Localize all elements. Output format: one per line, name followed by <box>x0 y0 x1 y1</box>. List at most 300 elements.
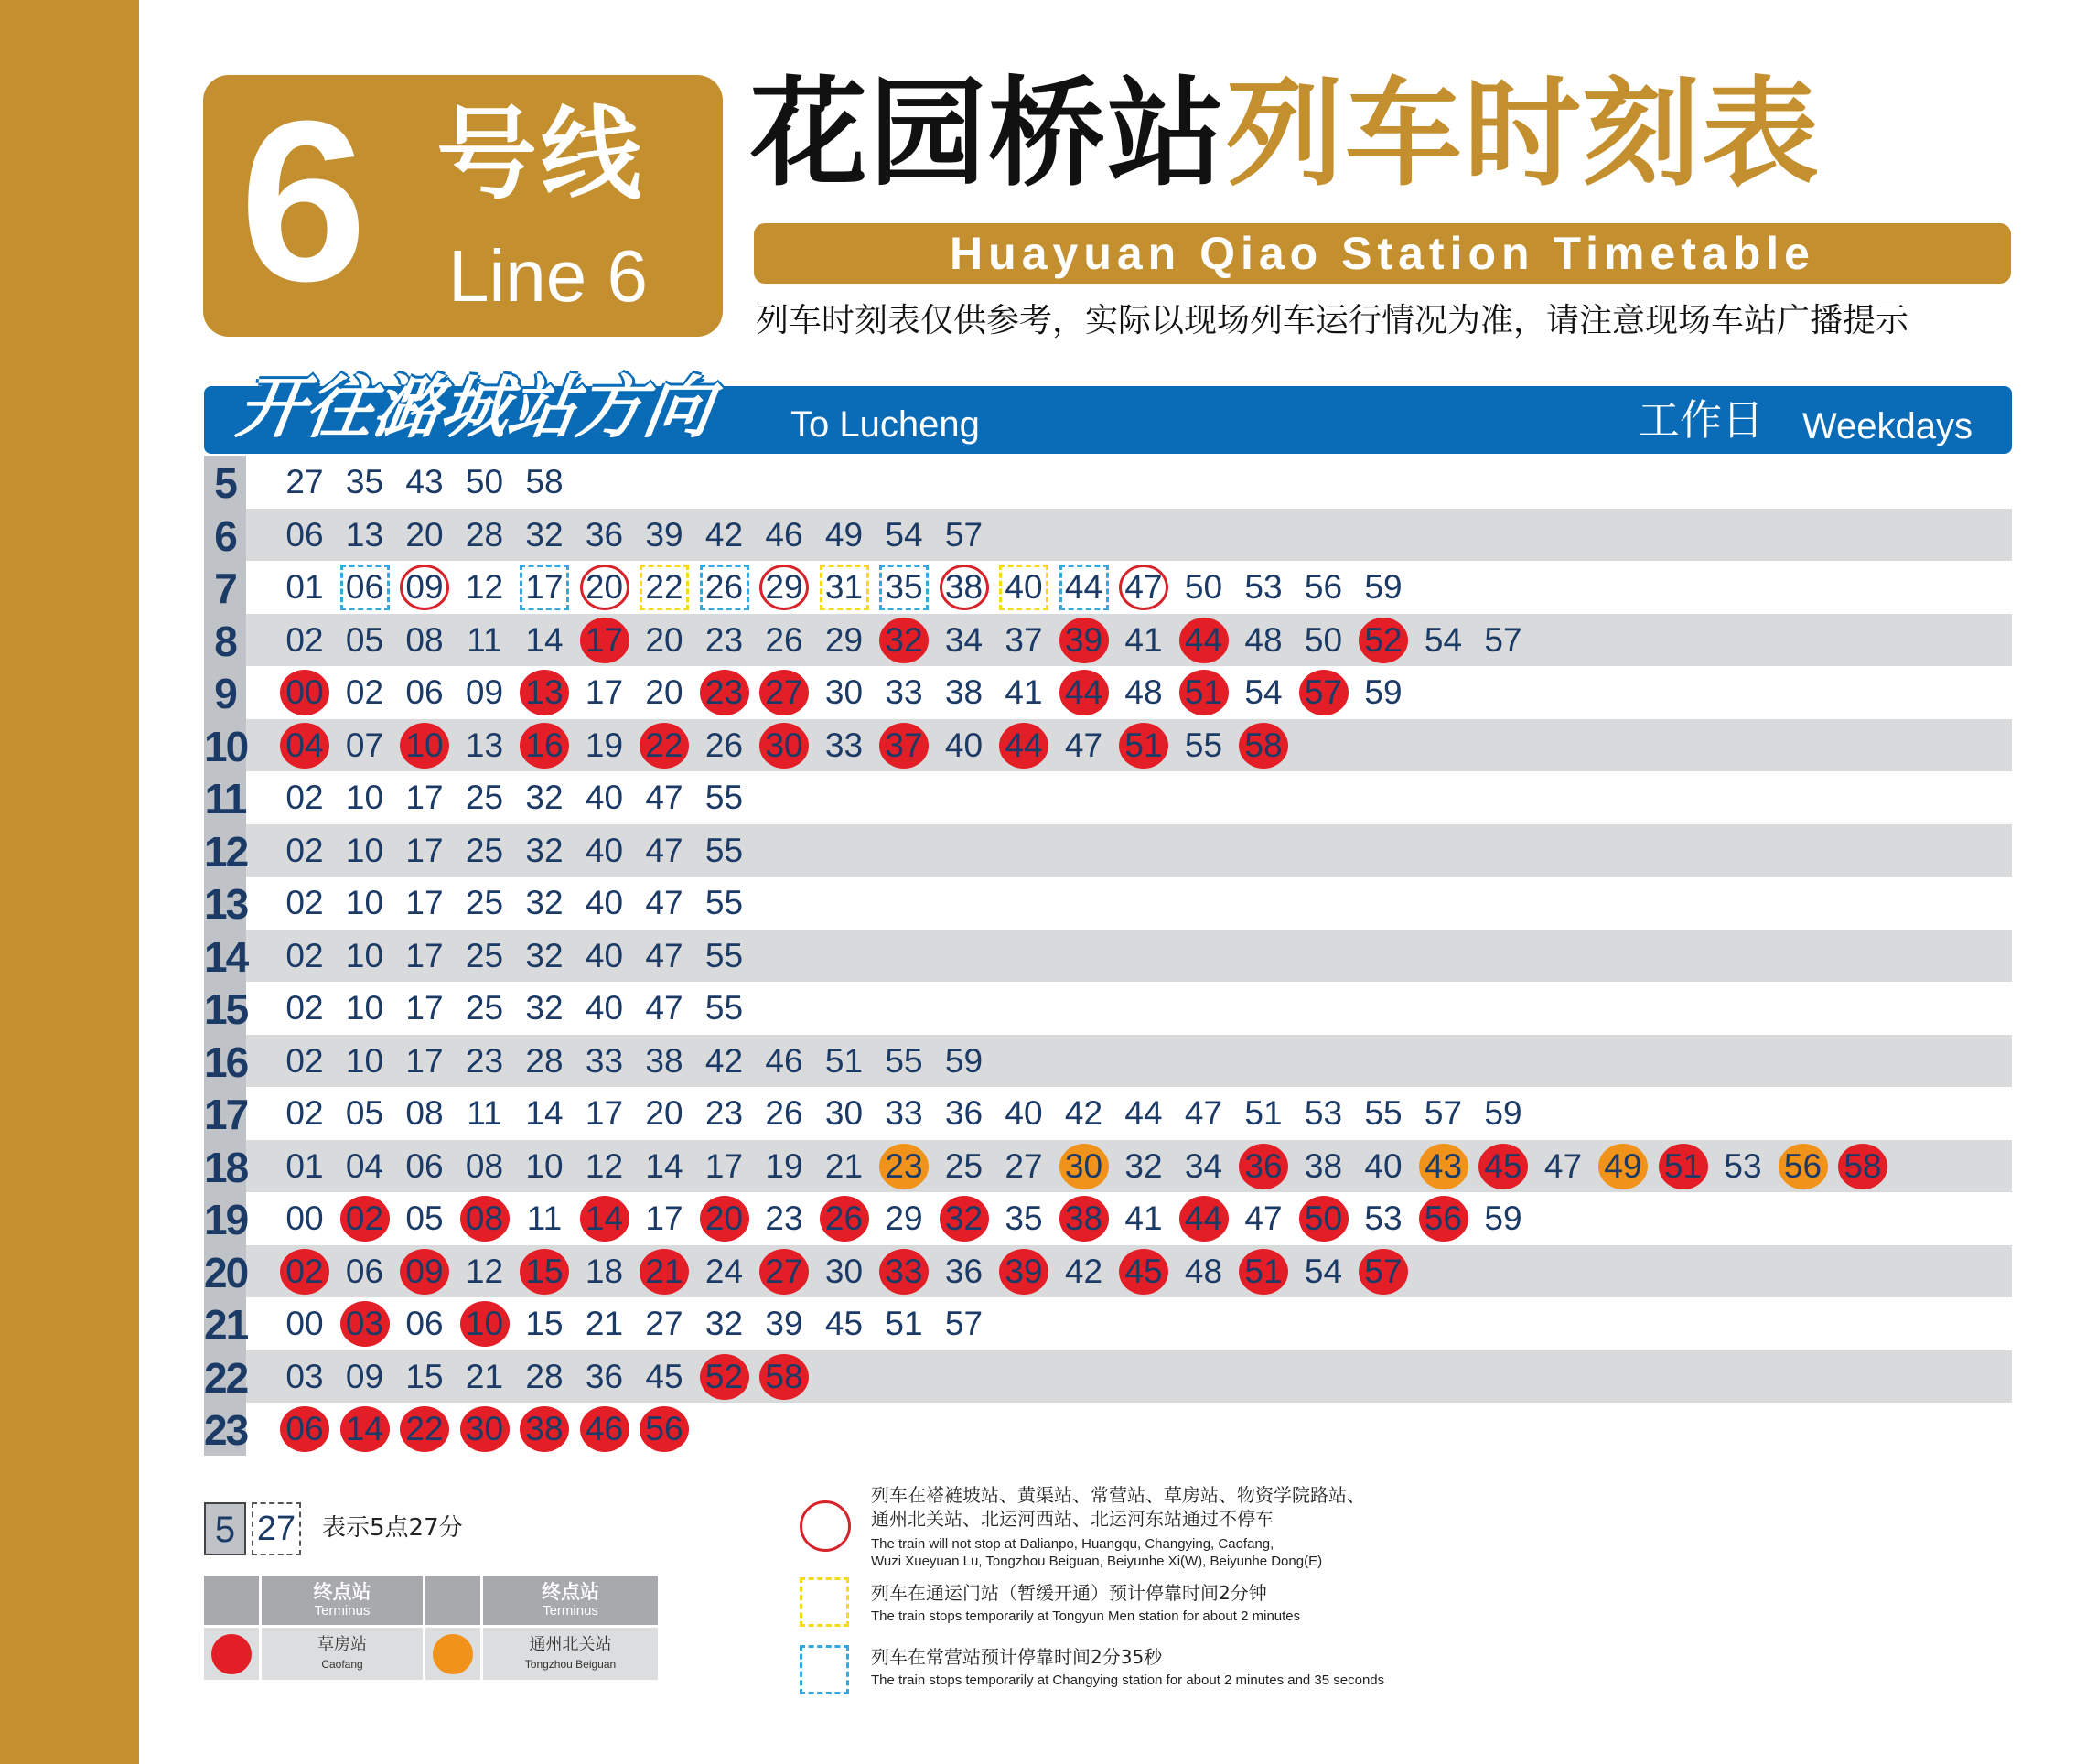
departure-minute: 08 <box>405 1094 444 1132</box>
terminus-header-blank <box>425 1576 480 1625</box>
departure-minute-bbox: 35 <box>879 565 929 610</box>
departure-minute: 41 <box>1124 620 1163 659</box>
departure-minute: 08 <box>465 1146 504 1185</box>
departure-minute: 02 <box>285 936 324 974</box>
departure-minute: 21 <box>465 1357 504 1395</box>
tongyun-men-cn: 列车在通运门站（暂缓开通）预计停靠时间2分钟 <box>871 1582 1267 1604</box>
departure-minute: 11 <box>467 620 502 659</box>
departure-minute: 10 <box>345 1041 384 1080</box>
legend-example-hour: 5 <box>204 1502 246 1555</box>
departure-minute-red: 52 <box>1359 618 1408 663</box>
departure-minute: 40 <box>585 779 624 816</box>
hour-label: 12 <box>204 824 246 877</box>
departure-minute: 21 <box>585 1305 624 1342</box>
title-en: Huayuan Qiao Station Timetable <box>754 223 2011 284</box>
departure-minute: 53 <box>1304 1094 1343 1132</box>
departure-minute-red: 45 <box>1119 1249 1168 1295</box>
departure-minute: 03 <box>285 1357 324 1395</box>
departure-minute-red: 56 <box>1419 1196 1468 1242</box>
departure-minute: 53 <box>1364 1199 1403 1237</box>
departure-minute: 56 <box>1304 568 1343 606</box>
departure-minute: 53 <box>1724 1146 1762 1185</box>
departure-minute: 50 <box>465 463 504 500</box>
legend-example-text: 表示5点27分 <box>322 1514 463 1542</box>
hour-label: 18 <box>204 1140 246 1193</box>
departure-minute: 27 <box>285 463 324 500</box>
departure-minute: 11 <box>526 1199 563 1237</box>
timetable-row <box>204 719 2012 772</box>
caofang-cell <box>262 1628 423 1680</box>
hour-label: 9 <box>204 666 246 719</box>
hour-label: 21 <box>204 1297 246 1350</box>
departure-minute: 38 <box>1304 1146 1343 1185</box>
departure-minute: 23 <box>704 1094 744 1132</box>
departure-minute: 02 <box>285 620 324 659</box>
departure-minute: 09 <box>345 1357 384 1395</box>
departure-minute: 02 <box>285 1041 324 1080</box>
caofang-dot-cell <box>204 1628 259 1680</box>
departure-minute: 13 <box>345 515 384 554</box>
departure-minute-circle: 20 <box>580 565 629 610</box>
departure-minute: 59 <box>1364 673 1403 711</box>
departure-minute: 05 <box>405 1199 444 1237</box>
departure-minute: 59 <box>944 1041 984 1080</box>
timetable-row <box>204 824 2012 877</box>
departure-minute-circle: 29 <box>759 565 809 610</box>
departure-minute-red: 52 <box>700 1354 749 1400</box>
timetable-row <box>204 1192 2012 1245</box>
departure-minute: 54 <box>1424 620 1463 659</box>
departure-minute: 26 <box>765 1094 803 1132</box>
skip-stop-en-2: Wuzi Xueyuan Lu, Tongzhou Beiguan, Beiyunhe Xi(W), Beiyunhe Dong(E) <box>871 1554 1323 1569</box>
terminus-header-cn: 终点站 <box>542 1581 599 1603</box>
departure-minute-bbox: 06 <box>340 565 390 610</box>
departure-minute: 20 <box>645 1094 683 1132</box>
departure-minute-ybox: 31 <box>820 565 869 610</box>
departure-minute-red: 57 <box>1299 670 1349 715</box>
departure-minute: 17 <box>405 831 444 869</box>
departure-minute: 02 <box>285 884 324 921</box>
departure-minute: 01 <box>285 568 324 606</box>
terminus-header <box>483 1576 658 1625</box>
departure-minute-bbox: 26 <box>700 565 749 610</box>
departure-minute: 10 <box>345 884 384 921</box>
departure-minute: 39 <box>645 515 683 554</box>
day-type-en: Weekdays <box>1802 406 1973 446</box>
departure-minute-red: 51 <box>1659 1144 1708 1189</box>
departure-minute: 48 <box>1124 673 1163 711</box>
departure-minute: 50 <box>1184 568 1223 606</box>
departure-minute: 59 <box>1484 1199 1522 1237</box>
departure-minute: 34 <box>1184 1146 1223 1185</box>
departure-minute-red: 26 <box>820 1196 869 1242</box>
departure-minute: 40 <box>1005 1094 1043 1132</box>
departure-minute-red: 58 <box>1239 723 1288 769</box>
departure-minute: 36 <box>944 1094 984 1132</box>
departure-minute: 13 <box>465 726 504 764</box>
departure-minute: 33 <box>585 1041 624 1080</box>
station-name-cn: 花园桥站 <box>750 66 1227 202</box>
hour-label: 11 <box>204 771 246 824</box>
tongyun-men-en: The train stops temporarily at Tongyun Men station for about 2 minutes <box>871 1608 1301 1624</box>
skip-stop-cn-1: 列车在褡裢坡站、黄渠站、常营站、草房站、物资学院路站、 <box>871 1484 1365 1506</box>
departure-minute: 19 <box>585 726 624 764</box>
departure-minute-red: 58 <box>759 1354 809 1400</box>
hour-label: 16 <box>204 1035 246 1088</box>
departure-minute: 10 <box>345 989 384 1027</box>
departure-minute: 42 <box>1064 1252 1103 1290</box>
departure-minute: 33 <box>824 726 864 764</box>
departure-minute: 10 <box>525 1146 564 1185</box>
departure-minute: 12 <box>585 1146 624 1185</box>
departure-minute-red: 27 <box>759 670 809 715</box>
departure-minute-red: 38 <box>1059 1196 1109 1242</box>
departure-minute: 17 <box>405 884 444 921</box>
skip-stop-en-1: The train will not stop at Dalianpo, Huangqu, Changying, Caofang, <box>871 1536 1274 1552</box>
timetable-row <box>204 1140 2012 1193</box>
departure-minute: 47 <box>1244 1199 1283 1237</box>
departure-minute-orange: 43 <box>1419 1144 1468 1189</box>
departure-minute: 46 <box>765 515 803 554</box>
departure-minute: 02 <box>285 831 324 869</box>
timetable-row <box>204 1087 2012 1140</box>
departure-minute: 17 <box>405 989 444 1027</box>
departure-minute: 12 <box>465 1252 504 1290</box>
departure-minute: 35 <box>345 463 384 500</box>
timetable-row <box>204 561 2012 614</box>
departure-minute-red: 27 <box>759 1249 809 1295</box>
departure-minute: 55 <box>704 831 744 869</box>
departure-minute-red: 32 <box>879 618 929 663</box>
hour-label: 7 <box>204 561 246 614</box>
departure-minute: 57 <box>944 1305 984 1342</box>
departure-minute: 57 <box>1424 1094 1463 1132</box>
departure-minute: 14 <box>525 620 564 659</box>
departure-minute: 51 <box>1244 1094 1283 1132</box>
departure-minute-red: 30 <box>460 1406 510 1452</box>
departure-minute: 24 <box>704 1252 744 1290</box>
departure-minute-red: 58 <box>1838 1144 1887 1189</box>
caofang-en: Caofang <box>321 1658 363 1671</box>
departure-minute: 25 <box>465 936 504 974</box>
departure-minute: 23 <box>704 620 744 659</box>
departure-minute: 17 <box>405 779 444 816</box>
departure-minute: 19 <box>765 1146 803 1185</box>
departure-minute: 09 <box>465 673 504 711</box>
timetable-row <box>204 456 2012 509</box>
departure-minute: 42 <box>704 515 744 554</box>
departure-minute-red: 44 <box>1179 618 1229 663</box>
departure-minute: 27 <box>1005 1146 1043 1185</box>
line-number: 6 <box>240 73 368 328</box>
line-label-cn: 号线 <box>436 96 645 213</box>
departure-minute: 14 <box>645 1146 683 1185</box>
departure-minute: 40 <box>585 831 624 869</box>
left-accent-bar <box>0 0 139 1764</box>
departure-minute: 42 <box>1064 1094 1103 1132</box>
departure-minute: 06 <box>405 673 444 711</box>
departure-minute-red: 33 <box>879 1249 929 1295</box>
hour-label: 14 <box>204 930 246 983</box>
departure-minute: 36 <box>585 515 624 554</box>
departure-minute: 39 <box>765 1305 803 1342</box>
departure-minute-red: 22 <box>400 1406 449 1452</box>
departure-minute: 57 <box>944 515 984 554</box>
timetable-row <box>204 1035 2012 1088</box>
departure-minute-red: 21 <box>640 1249 689 1295</box>
departure-minute: 47 <box>645 936 683 974</box>
departure-minute: 53 <box>1244 568 1283 606</box>
line-badge <box>203 75 723 337</box>
departure-minute: 37 <box>1005 620 1043 659</box>
departure-minute-red: 39 <box>1059 618 1109 663</box>
terminus-header-blank <box>204 1576 259 1625</box>
departure-minute: 18 <box>585 1252 624 1290</box>
terminus-header-en: Terminus <box>314 1603 371 1619</box>
departure-minute: 05 <box>345 620 384 659</box>
departure-minute-red: 03 <box>340 1301 390 1347</box>
departure-minute: 47 <box>1184 1094 1223 1132</box>
departure-minute-orange: 56 <box>1779 1144 1828 1189</box>
departure-minute: 47 <box>1064 726 1103 764</box>
departure-minute-ybox: 40 <box>999 565 1048 610</box>
timetable-row <box>204 982 2012 1035</box>
departure-minute: 54 <box>1244 673 1283 711</box>
departure-minute-red: 57 <box>1359 1249 1408 1295</box>
departure-minute: 25 <box>465 989 504 1027</box>
hour-label: 5 <box>204 456 246 509</box>
departure-minute-ybox: 22 <box>640 565 689 610</box>
departure-minute: 04 <box>345 1146 384 1185</box>
departure-minute: 55 <box>704 884 744 921</box>
departure-minute: 02 <box>285 989 324 1027</box>
hour-label: 20 <box>204 1245 246 1298</box>
departure-minute-red: 36 <box>1239 1144 1288 1189</box>
skip-stop-circle-icon <box>800 1500 851 1552</box>
departure-minute: 40 <box>944 726 984 764</box>
departure-minute-red: 44 <box>999 723 1048 769</box>
departure-minute: 32 <box>1124 1146 1163 1185</box>
departure-minute: 00 <box>285 1199 324 1237</box>
departure-minute-red: 51 <box>1179 670 1229 715</box>
tongzhou-en: Tongzhou Beiguan <box>524 1658 617 1671</box>
departure-minute: 08 <box>405 620 444 659</box>
departure-minute: 02 <box>285 779 324 816</box>
departure-minute-red: 06 <box>280 1406 329 1452</box>
departure-minute: 28 <box>525 1357 564 1395</box>
departure-minute: 32 <box>525 884 564 921</box>
departure-minute: 47 <box>645 884 683 921</box>
timetable-row <box>204 1297 2012 1350</box>
departure-minute: 29 <box>824 620 864 659</box>
caofang-cn: 草房站 <box>317 1635 367 1654</box>
departure-minute-red: 00 <box>280 670 329 715</box>
departure-minute: 30 <box>824 1252 864 1290</box>
departure-minute: 25 <box>944 1146 984 1185</box>
hour-label: 23 <box>204 1403 246 1456</box>
departure-minute: 36 <box>944 1252 984 1290</box>
departure-minute: 40 <box>585 884 624 921</box>
departure-minute: 20 <box>645 673 683 711</box>
departure-minute-red: 09 <box>400 1249 449 1295</box>
timetable-row <box>204 1350 2012 1404</box>
departure-minute: 17 <box>704 1146 744 1185</box>
departure-minute: 41 <box>1005 673 1043 711</box>
departure-minute-red: 30 <box>759 723 809 769</box>
departure-minute: 32 <box>525 515 564 554</box>
departure-minute: 45 <box>645 1357 683 1395</box>
timetable-row <box>204 614 2012 667</box>
departure-minute: 30 <box>824 1094 864 1132</box>
departure-minute: 12 <box>465 568 504 606</box>
departure-minute: 41 <box>1124 1199 1163 1237</box>
timetable-row <box>204 877 2012 930</box>
page-title <box>750 66 1821 203</box>
departure-minute: 02 <box>345 673 384 711</box>
departure-minute: 17 <box>645 1199 683 1237</box>
departure-minute-red: 51 <box>1239 1249 1288 1295</box>
departure-minute-red: 17 <box>580 618 629 663</box>
departure-minute-red: 10 <box>460 1301 510 1347</box>
departure-minute: 40 <box>1364 1146 1403 1185</box>
departure-minute: 30 <box>824 673 864 711</box>
hour-label: 17 <box>204 1087 246 1140</box>
departure-minute: 36 <box>585 1357 624 1395</box>
departure-minute-red: 13 <box>520 670 569 715</box>
departure-minute-red: 32 <box>940 1196 989 1242</box>
direction-en: To Lucheng <box>790 404 980 445</box>
departure-minute: 42 <box>704 1041 744 1080</box>
departure-minute-red: 14 <box>580 1196 629 1242</box>
departure-minute: 54 <box>1304 1252 1343 1290</box>
departure-minute: 33 <box>885 673 923 711</box>
departure-minute-red: 37 <box>879 723 929 769</box>
departure-minute: 02 <box>285 1094 324 1132</box>
departure-minute: 10 <box>345 936 384 974</box>
departure-minute-red: 02 <box>280 1249 329 1295</box>
hour-label: 22 <box>204 1350 246 1404</box>
departure-minute: 06 <box>405 1146 444 1185</box>
skip-stop-cn-2: 通州北关站、北运河西站、北运河东站通过不停车 <box>871 1508 1274 1530</box>
departure-minute-red: 04 <box>280 723 329 769</box>
departure-minute-red: 14 <box>340 1406 390 1452</box>
departure-minute: 55 <box>704 989 744 1027</box>
departure-minute-red: 46 <box>580 1406 629 1452</box>
departure-minute: 28 <box>465 515 504 554</box>
timetable-row <box>204 509 2012 562</box>
departure-minute-red: 08 <box>460 1196 510 1242</box>
hour-label: 6 <box>204 509 246 562</box>
departure-minute: 43 <box>405 463 444 500</box>
departure-minute: 23 <box>465 1041 504 1080</box>
tongyun-men-box-icon <box>800 1577 849 1627</box>
departure-minute: 58 <box>525 463 564 500</box>
departure-minute: 15 <box>525 1305 564 1342</box>
timetable-row <box>204 666 2012 719</box>
departure-minute: 33 <box>885 1094 923 1132</box>
notice-text: 列车时刻表仅供参考，实际以现场列车运行情况为准，请注意现场车站广播提示 <box>756 302 1909 339</box>
departure-minute-bbox: 17 <box>520 565 569 610</box>
departure-minute: 10 <box>345 831 384 869</box>
departure-minute-red: 39 <box>999 1249 1048 1295</box>
departure-minute: 21 <box>824 1146 864 1185</box>
departure-minute: 51 <box>824 1041 864 1080</box>
departure-minute-red: 20 <box>700 1196 749 1242</box>
departure-minute: 48 <box>1184 1252 1223 1290</box>
day-type-cn: 工作日 <box>1638 395 1764 445</box>
terminus-legend <box>204 1576 658 1680</box>
departure-minute: 55 <box>1364 1094 1403 1132</box>
departure-minute: 47 <box>1543 1146 1583 1185</box>
timetable-grid <box>204 456 2012 1456</box>
timetable-row <box>204 1245 2012 1298</box>
departure-minute: 55 <box>1184 726 1223 764</box>
departure-minute: 40 <box>585 989 624 1027</box>
departure-minute: 57 <box>1484 620 1522 659</box>
departure-minute: 01 <box>285 1146 324 1185</box>
direction-cn: 开往潞城站方向 <box>231 369 718 447</box>
departure-minute: 10 <box>345 779 384 816</box>
departure-minute-red: 15 <box>520 1249 569 1295</box>
departure-minute-bbox: 44 <box>1059 565 1109 610</box>
legend-example-minute: 27 <box>252 1502 301 1555</box>
departure-minute: 29 <box>885 1199 923 1237</box>
departure-minute-red: 56 <box>640 1406 689 1452</box>
tongzhou-orange-dot <box>433 1634 473 1674</box>
changying-cn: 列车在常营站预计停靠时间2分35秒 <box>871 1646 1163 1668</box>
timetable-row <box>204 1403 2012 1456</box>
departure-minute: 45 <box>824 1305 864 1342</box>
departure-minute: 26 <box>765 620 803 659</box>
departure-minute: 47 <box>645 831 683 869</box>
hour-label: 10 <box>204 719 246 772</box>
departure-minute: 06 <box>405 1305 444 1342</box>
departure-minute-orange: 49 <box>1598 1144 1648 1189</box>
departure-minute: 06 <box>345 1252 384 1290</box>
tongzhou-dot-cell <box>425 1628 480 1680</box>
tongzhou-cn: 通州北关站 <box>529 1635 612 1654</box>
departure-minute: 00 <box>285 1305 324 1342</box>
hour-label: 15 <box>204 982 246 1035</box>
departure-minute-red: 45 <box>1478 1144 1528 1189</box>
departure-minute: 47 <box>645 779 683 816</box>
departure-minute-red: 22 <box>640 723 689 769</box>
departure-minute: 35 <box>1005 1199 1043 1237</box>
timetable-row <box>204 771 2012 824</box>
departure-minute: 25 <box>465 779 504 816</box>
departure-minute: 38 <box>944 673 984 711</box>
line-label-en: Line 6 <box>448 235 648 317</box>
departure-minute: 07 <box>345 726 384 764</box>
departure-minute-orange: 23 <box>879 1144 929 1189</box>
departure-minute: 38 <box>645 1041 683 1080</box>
departure-minute: 32 <box>525 989 564 1027</box>
departure-minute-red: 16 <box>520 723 569 769</box>
departure-minute: 20 <box>405 515 444 554</box>
departure-minute: 14 <box>525 1094 564 1132</box>
timetable-label-cn: 列车时刻表 <box>1226 66 1822 202</box>
departure-minute: 32 <box>525 779 564 816</box>
departure-minute: 55 <box>704 936 744 974</box>
hour-label: 13 <box>204 877 246 930</box>
departure-minute: 17 <box>585 1094 624 1132</box>
departure-minute: 55 <box>704 779 744 816</box>
departure-minute-red: 50 <box>1299 1196 1349 1242</box>
departure-minute: 48 <box>1244 620 1283 659</box>
changying-box-icon <box>800 1645 849 1694</box>
departure-minute-red: 51 <box>1119 723 1168 769</box>
departure-minute-circle: 47 <box>1119 565 1168 610</box>
